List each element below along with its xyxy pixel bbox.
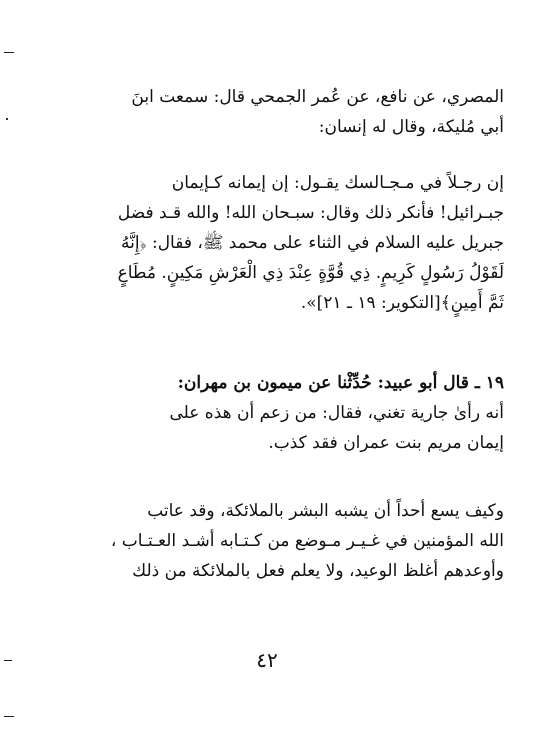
margin-mark-bottom-edge [4,716,14,717]
text-line: إن رجـلاً في مـجـالسك يقـول: إن إيمانه كـإيمان [171,173,504,193]
margin-mark-top-left [4,52,14,53]
paragraph-1 [32,82,504,142]
text-line: جبريل عليه السلام في الثناء على محمد ﷺ، فقال: ﴿إِنَّهُ [121,233,504,253]
text-line: أبي مُليكة، وقال له إنسان: [318,117,504,137]
text-line: ثَمَّ أَمِينٍ﴾[التكوير: ١٩ ـ ٢١]». [300,293,504,313]
paragraph-3 [32,368,504,458]
text-line: أنه رأىٰ جارية تغني، فقال: من زعم أن هذه على [169,403,504,423]
page-number: ٤٢ [256,648,278,672]
text-line: وأوعدهم أغلظ الوعيد، ولا يعلم فعل بالملائكة من ذلك [132,561,504,581]
text-line: الله المؤمنين في غـيـر مـوضع من كـتـابه أشـد العـتـاب ، [110,531,504,551]
text-line: ١٩ ـ قال أبو عبيد: حُدِّثْنا عن ميمون بن مهران: [177,373,504,393]
text-line: وكيف يسع أحداً أن يشبه البشر بالملائكة، وقد عاتب [147,501,504,521]
text-line: المصري، عن نافع، عن عُمر الجمحي قال: سمعت ابنَ [131,87,504,107]
text-line: جبـرائيل! فأنكر ذلك وقال: سبـحان الله! والله قـد فضل [117,203,504,223]
paragraph-2 [32,168,504,318]
text-line: إيمان مريم بنت عمران فقد كذب. [268,433,504,453]
margin-dot-left [6,118,8,120]
text-line: لَقَوْلُ رَسُولٍ كَرِيمٍ. ذِي قُوَّةٍ عِنْدَ ذِي الْعَرْشِ مَكِينٍ. مُطَاعٍ [117,263,504,283]
paragraph-4 [32,496,504,586]
